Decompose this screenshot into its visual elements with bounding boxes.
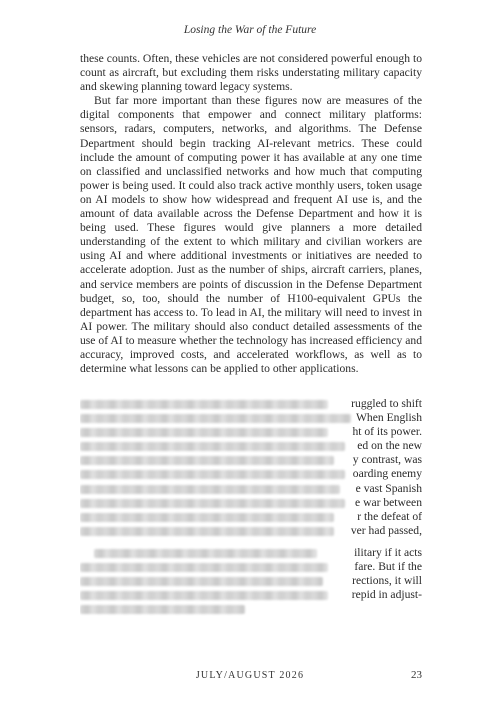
redaction-blur: [80, 428, 328, 437]
visible-line-tail: ver had passed,: [350, 523, 422, 537]
blurred-line: [80, 560, 422, 574]
visible-line-tail: e war between: [355, 495, 422, 509]
paragraph-1: these counts. Often, these vehicles are not considered powerful enough to count as aircraft, but excluding them risks understating military capacity and skewing planning toward legacy systems.: [80, 52, 422, 94]
visible-line-tail: fare. But if the: [354, 560, 422, 574]
visible-line-tail: y contrast, was: [352, 453, 422, 467]
redaction-blur: [80, 563, 328, 572]
visible-line-tail: e vast Spanish: [355, 481, 422, 495]
blurred-line: [80, 510, 422, 524]
blurred-text-region: [80, 397, 422, 616]
redaction-blur: [80, 499, 345, 508]
blurred-line: [80, 453, 422, 467]
redaction-blur: [80, 400, 328, 409]
issue-date: JULY/AUGUST 2026: [195, 670, 305, 681]
blurred-line: [80, 588, 422, 602]
blurred-line: [80, 411, 422, 425]
redaction-blur: [80, 527, 334, 536]
visible-line-tail: ilitary if it acts: [354, 545, 422, 559]
redaction-blur: [80, 513, 334, 522]
redaction-blur: [80, 456, 334, 465]
visible-line-tail: oarding enemy: [352, 467, 422, 481]
article-body: [80, 52, 422, 376]
blurred-line: [80, 482, 422, 496]
blurred-line: [80, 524, 422, 538]
blurred-line: [80, 439, 422, 453]
visible-line-tail: rections, it will: [352, 574, 422, 588]
redaction-blur: [80, 591, 328, 600]
blurred-line: [80, 397, 422, 411]
redaction-blur: [80, 485, 340, 494]
redaction-blur: [80, 470, 345, 479]
visible-line-tail: ruggled to shift: [351, 397, 422, 410]
redaction-blur: [94, 549, 317, 558]
paragraph-2: But far more important than these figures now are measures of the digital components that empower and connect military platforms: sensors, radars, computers, networks, and algorithms. The Defense Department should begin tracking AI-relevant metrics. These could include the amount of computing power it has available at any one time on classified and unclassified networks and how much that computing power is being used. It could also track active monthly users, token usage on AI models to show how widespread and frequent AI use is, and the amount of data available across the Defense Department and how it is being used. These figures would give planners a more detailed understanding of the extent to which military and civilian workers are using AI and where additional investments or initiatives are needed to accelerate adoption. Just as the number of ships, aircraft carriers, planes, and service members are points of discussion in the Defense Department budget, so, too, should the number of H100-equivalent GPUs the department has access to. To lead in AI, the military will need to invest in AI power. The military should also conduct detailed assessments of the use of AI to measure whether the technology has increased efficiency and accuracy, improved costs, and accelerated workflows, as well as to determine what lessons can be applied to other applications.: [80, 94, 422, 376]
visible-line-tail: ht of its power.: [352, 425, 422, 439]
running-header: Losing the War of the Future: [183, 24, 317, 36]
blurred-line: [80, 538, 422, 546]
blurred-line: [80, 425, 422, 439]
blurred-line: [80, 467, 422, 481]
visible-line-tail: When English: [355, 411, 422, 425]
redaction-blur: [80, 442, 345, 451]
blurred-line: [80, 496, 422, 510]
page-number: 23: [411, 669, 422, 681]
redaction-blur: [80, 414, 351, 423]
blurred-line: [80, 574, 422, 588]
blurred-line: [80, 602, 422, 616]
visible-line-tail: r the defeat of: [357, 509, 422, 523]
visible-line-tail: ed on the new: [357, 439, 422, 453]
visible-line-tail: repid in adjust-: [351, 588, 422, 602]
redaction-blur: [80, 577, 323, 586]
blurred-line: [80, 546, 422, 560]
redaction-blur: [80, 605, 245, 614]
